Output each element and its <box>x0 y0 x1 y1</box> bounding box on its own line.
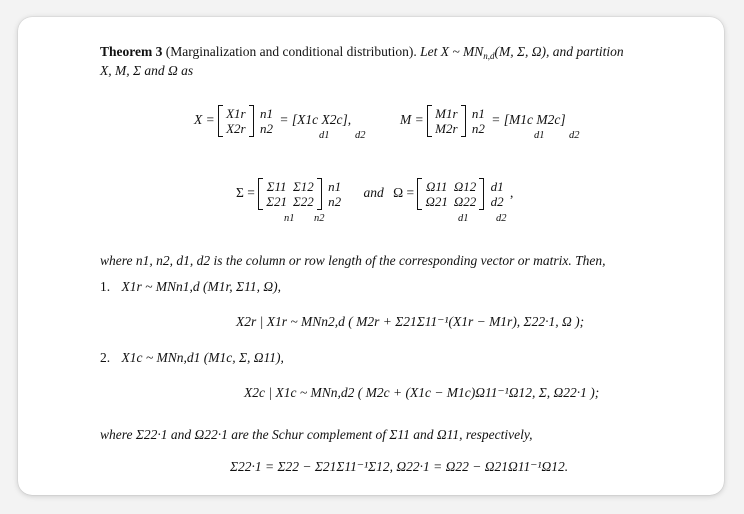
eq-m-col-d2: d2 <box>569 130 580 141</box>
item-1-display: X2r | X1r ~ MNn2,d ( M2r + Σ21Σ11⁻¹(X1r − M1r), Σ22·1, Ω ); <box>236 314 585 329</box>
eq-omega-trailing: , <box>510 185 514 201</box>
eq-m-col-d1: d1 <box>534 130 545 141</box>
eq-m-row-0: n1 <box>471 106 485 121</box>
eq-sigma <box>236 178 513 210</box>
theorem-card <box>18 17 724 495</box>
eq-sigma-11: Σ11 <box>266 179 287 194</box>
eq-x-row-1: n2 <box>259 121 273 136</box>
eq-omega-lhs: Ω = <box>393 185 415 201</box>
item-2-num: 2. <box>100 350 111 365</box>
eq-omega-11: Ω11 <box>425 179 448 194</box>
eq-x-col-1: X2r <box>226 121 246 136</box>
eq-m-col-0: M1r <box>435 106 458 121</box>
item-1-statement: X1r ~ MNn1,d (M1r, Σ11, Ω), <box>121 279 281 294</box>
theorem-intro-1: Let X ~ MN <box>420 44 484 59</box>
eq-omega-row-0: d1 <box>490 179 504 194</box>
eq-m-col-1: M2r <box>435 121 458 136</box>
eq-omega-21: Ω21 <box>425 194 448 209</box>
eq-x-col-d1: d1 <box>319 130 330 141</box>
eq-sigma-row-1: n2 <box>328 194 342 209</box>
schur-line: where Σ22·1 and Ω22·1 are the Schur complement of Σ11 and Ω11, respectively, <box>100 427 533 442</box>
eq-x-col-0: X1r <box>226 106 246 121</box>
eq-omega-col-1: d2 <box>496 213 507 224</box>
eq-sigma-22: Σ22 <box>292 194 314 209</box>
item-1 <box>100 278 281 296</box>
eq-sigma-col-1: n2 <box>314 213 325 224</box>
where-line: where n1, n2, d1, d2 is the column or row length of the corresponding vector or matrix. Then, <box>100 253 606 268</box>
eq-omega-22: Ω22 <box>453 194 477 209</box>
eq-sigma-lhs: Σ = <box>236 185 255 201</box>
eq-omega-row-1: d2 <box>490 194 504 209</box>
eq-sigma-12: Σ12 <box>292 179 314 194</box>
eq-x-lhs: X = <box>194 112 215 128</box>
eq-m-row-1: n2 <box>471 121 485 136</box>
eq-sigma-21: Σ21 <box>266 194 287 209</box>
eq-x-rowvec: = [X1c X2c], <box>279 112 352 128</box>
eq-sigma-row-0: n1 <box>328 179 342 194</box>
final-equation: Σ22·1 = Σ22 − Σ21Σ11⁻¹Σ12, Ω22·1 = Ω22 − Ω21Ω11⁻¹Ω12. <box>230 459 569 474</box>
eq-x-row-0: n1 <box>259 106 273 121</box>
eq-omega-col-0: d1 <box>458 213 469 224</box>
theorem-intro-line2: X, M, Σ and Ω as <box>100 63 194 78</box>
item-2-display: X2c | X1c ~ MNn,d2 ( M2c + (X1c − M1c)Ω11⁻¹Ω12, Σ, Ω22·1 ); <box>244 385 600 400</box>
theorem-label: Theorem 3 <box>100 44 163 59</box>
eq-m-lhs: M = <box>400 112 424 128</box>
eq-sigma-col-0: n1 <box>284 213 295 224</box>
theorem-title: (Marginalization and conditional distribution). <box>165 44 417 59</box>
item-2 <box>100 349 284 367</box>
theorem-intro-sub: n,d <box>483 51 495 61</box>
item-2-statement: X1c ~ MNn,d1 (M1c, Σ, Ω11), <box>121 350 284 365</box>
eq-omega-12: Ω12 <box>453 179 477 194</box>
and-word: and <box>363 185 384 201</box>
theorem-intro-2: (M, Σ, Ω), and partition <box>494 44 624 59</box>
item-1-num: 1. <box>100 279 111 294</box>
eq-x-col-d2: d2 <box>355 130 366 141</box>
eq-m-rowvec: = [M1c M2c] <box>491 112 566 128</box>
